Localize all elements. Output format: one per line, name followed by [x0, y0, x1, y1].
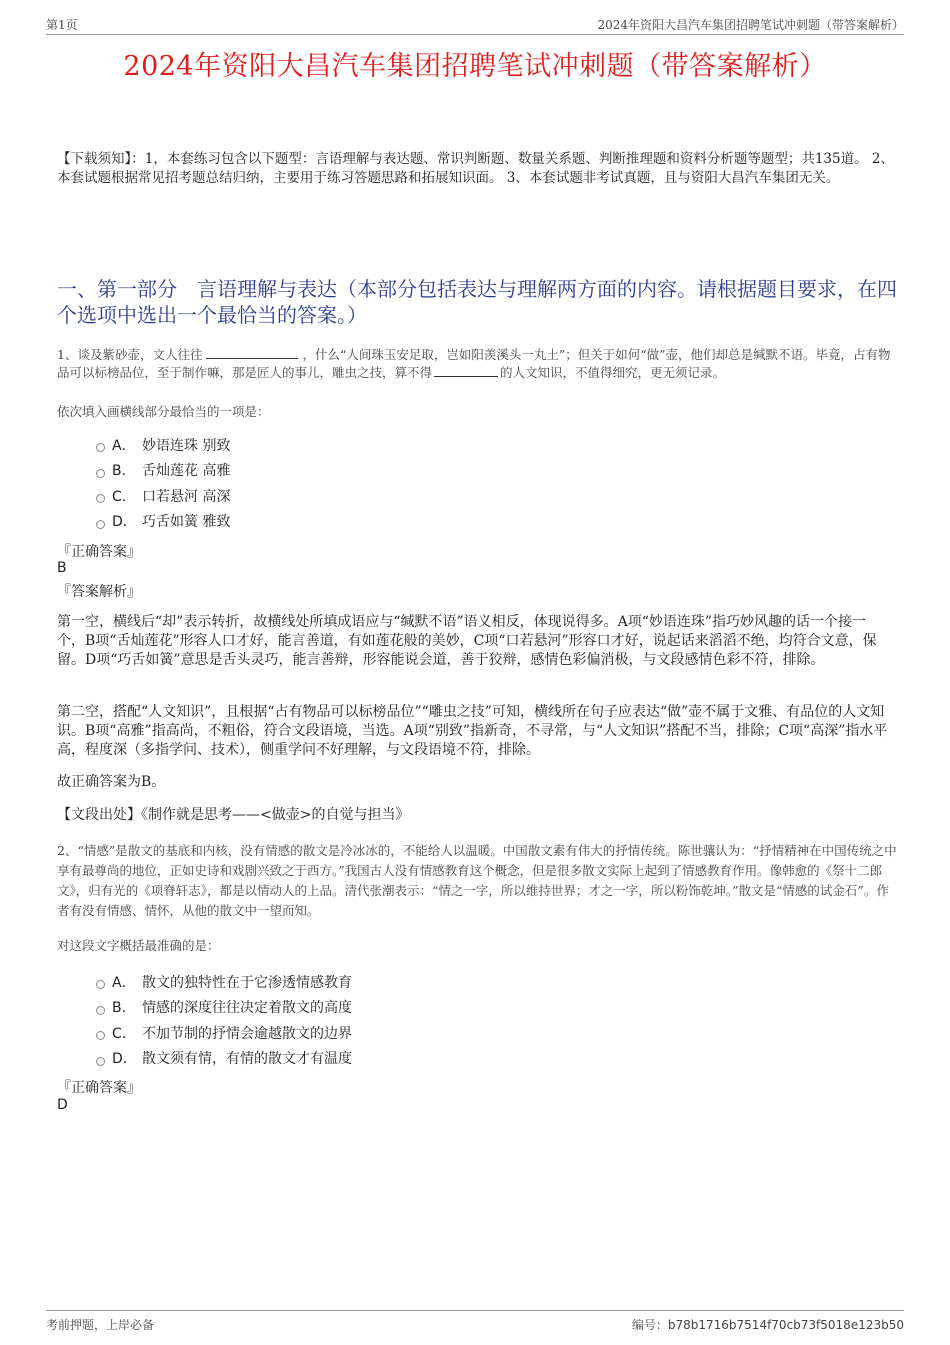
q2-option-d[interactable]: D． 散文须有情，有情的散文才有温度 [96, 1046, 352, 1072]
radio-icon[interactable] [96, 494, 105, 503]
q1-answer: B [57, 560, 67, 576]
q1-text-part1: 1、谈及紫砂壶，文人往往 [57, 347, 203, 362]
footer-code: 编号：b78b1716b7514f70cb73f5018e123b50 [631, 1318, 904, 1332]
q1-conclusion: 故正确答案为B。 [57, 774, 166, 790]
q1-blank-1 [206, 346, 298, 359]
q1-analysis-label: 『答案解析』 [57, 584, 141, 600]
question-2-stem: 2、“情感”是散文的基底和内核，没有情感的散文是冷冰冰的，不能给人以温暖。中国散文素有伟大的抒情传统。陈世骧认为：“抒情精神在中国传统之中享有最尊尚的地位，正如史诗和戏剧兴致之于西方。”我国古人没有情感教育这个概念，但是很多散文实际上起到了情感教育作用。像韩愈的《祭十二郎文》，归有光的《项脊轩志》，都是以情动人的上品。清代张潮表示：“情之一字，所以维持世界；才之一字，所以粉饰乾坤。”散文是“情感的试金石”。作者有没有情感、情怀，从他的散文中一望而知。 [57, 843, 897, 918]
document-code: b78b1716b7514f70cb73f5018e123b50 [667, 1318, 904, 1332]
header-doc-title: 2024年资阳大昌汽车集团招聘笔试冲刺题（带答案解析） [597, 18, 904, 32]
radio-icon[interactable] [96, 520, 105, 529]
q1-source: 【文段出处】《制作就是思考——<做壶>的自觉与担当》 [57, 807, 410, 823]
question-1-stem [57, 346, 897, 382]
q1-option-c[interactable]: C． 口若悬河 高深 [96, 483, 230, 509]
q1-text-part2: ，什么“人间珠玉安足取，岂如阳羡溪头一丸土”；但关于如何“做”壶，他们却总是缄默不语。毕竟，占有物品可以标榜品位，至于制作嘛，那是匠人的事儿，雕虫之技，算不得 [57, 347, 891, 380]
q2-option-c[interactable]: C． 不加节制的抒情会逾越散文的边界 [96, 1020, 352, 1046]
q2-option-a[interactable]: A． 散文的独特性在于它渗透情感教育 [96, 969, 352, 995]
q1-prompt: 依次填入画横线部分最恰当的一项是： [57, 404, 270, 419]
page-number: 第1页 [46, 18, 78, 32]
radio-icon[interactable] [96, 1031, 105, 1040]
q1-option-a[interactable]: A． 妙语连珠 别致 [96, 432, 230, 458]
radio-icon[interactable] [96, 1006, 105, 1015]
radio-icon[interactable] [96, 980, 105, 989]
q1-answer-label: 『正确答案』 [57, 544, 141, 560]
q2-options [96, 969, 352, 1071]
section-title: 一、第一部分 言语理解与表达（本部分包括表达与理解两方面的内容。请根据题目要求，在四个选项中选出一个最恰当的答案。） [57, 277, 897, 327]
radio-icon[interactable] [96, 1057, 105, 1066]
q1-options [96, 432, 230, 534]
q1-blank-2 [434, 364, 498, 377]
q1-analysis-paragraph-1: 第一空，横线后“却”表示转折，故横线处所填成语应与“缄默不语”语义相反，体现说得多。A项“妙语连珠”指巧妙风趣的话一个接一个，B项“舌灿莲花”形容人口才好，能言善道，有如莲花般的美妙，C项“口若悬河”形容口才好，说起话来滔滔不绝，均符合文意，保留。D项“巧舌如簧”意思是舌头灵巧，能言善辩，形容能说会道，善于狡辩，感情色彩偏消极，与文段感情色彩不符，排除。 [57, 614, 877, 668]
page-footer [46, 1310, 904, 1333]
q1-analysis-paragraph-2: 第二空，搭配“人文知识”，且根据“占有物品可以标榜品位”“雕虫之技”可知，横线所在句子应表达“做”壶不属于文雅、有品位的人文知识。B项“高雅”指高尚，不粗俗，符合文段语境，当选。A项“别致”指新奇，不寻常，与“人文知识”搭配不当，排除；C项“高深”指水平高，程度深（多指学问、技术），侧重学问不好理解，与文段语境不符，排除。 [57, 704, 888, 758]
q1-option-d[interactable]: D． 巧舌如簧 雅致 [96, 509, 230, 535]
page-header [46, 14, 904, 35]
q2-answer: D [57, 1097, 68, 1113]
q2-prompt: 对这段文字概括最准确的是： [57, 938, 220, 953]
radio-icon[interactable] [96, 443, 105, 452]
radio-icon[interactable] [96, 469, 105, 478]
q2-answer-label: 『正确答案』 [57, 1080, 141, 1096]
footer-slogan: 考前押题，上岸必备 [46, 1318, 155, 1332]
download-notice: 【下载须知】：1，本套练习包含以下题型：言语理解与表达题、常识判断题、数量关系题、判断推理题和资料分析题等题型；共135道。 2、本套试题根据常见招考题总结归纳，主要用于练习答题思路和拓展知识面。 3、本套试题非考试真题，且与资阳大昌汽车集团无关。 [57, 151, 894, 186]
q1-text-part3: 的人文知识，不值得细究，更无须记录。 [500, 365, 726, 380]
q1-option-b[interactable]: B． 舌灿莲花 高雅 [96, 458, 230, 484]
document-title: 2024年资阳大昌汽车集团招聘笔试冲刺题（带答案解析） [123, 51, 827, 82]
q2-option-b[interactable]: B． 情感的深度往往决定着散文的高度 [96, 995, 352, 1021]
